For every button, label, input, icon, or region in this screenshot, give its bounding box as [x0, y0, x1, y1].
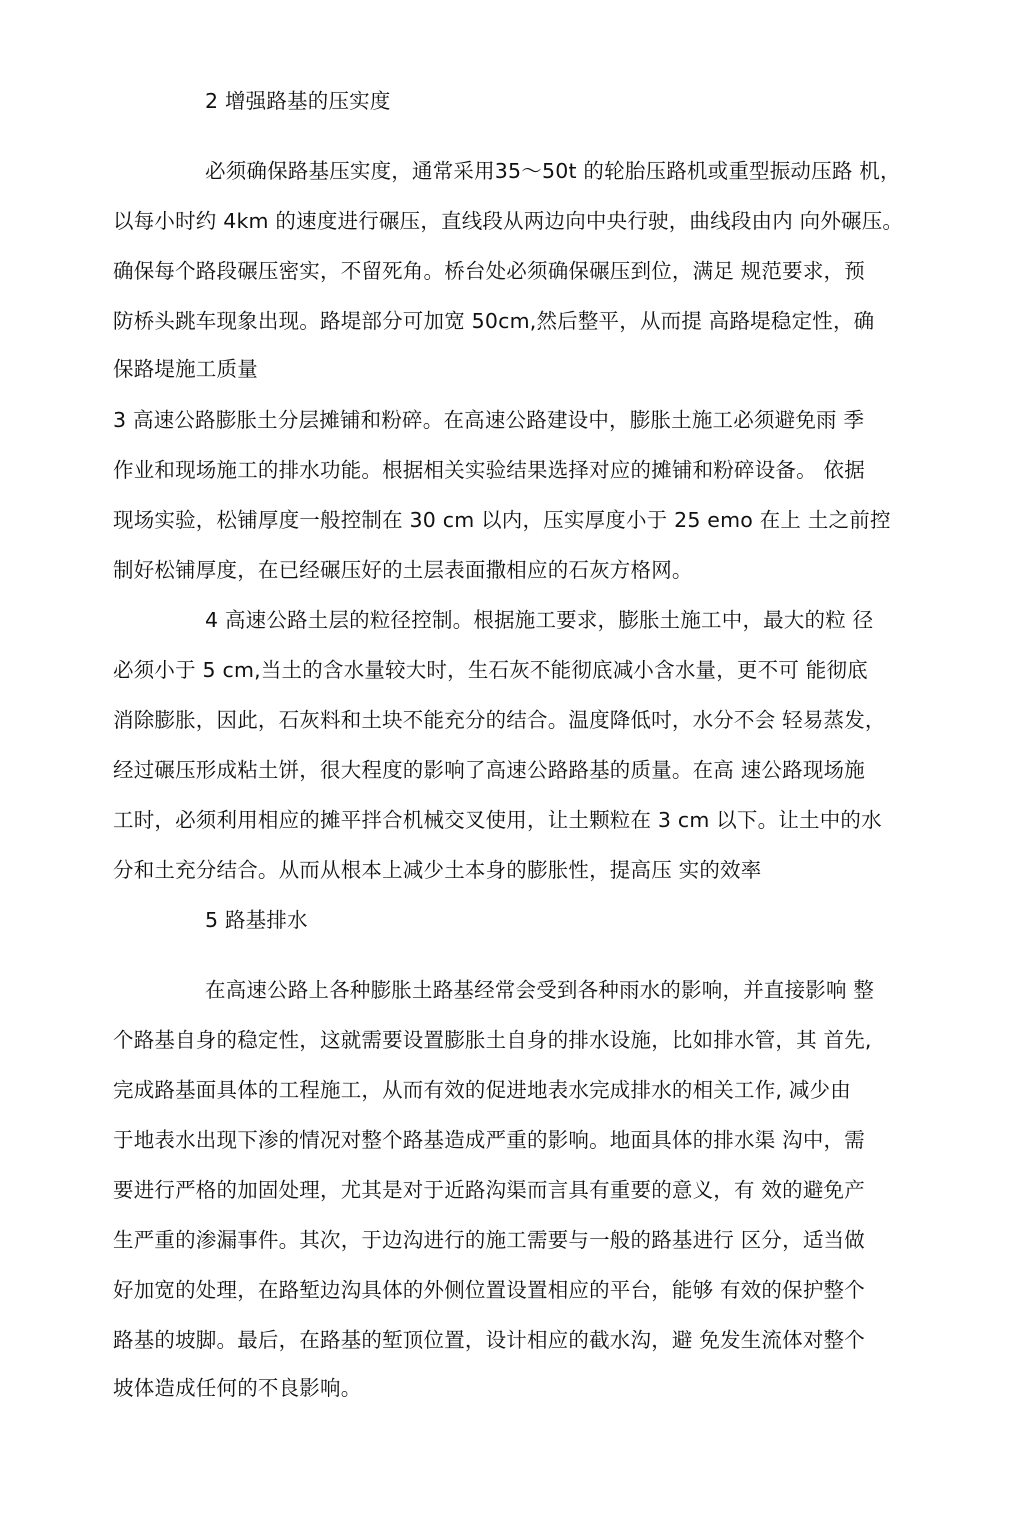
paragraph-line: 路基的坡脚。最后，在路基的堑顶位置，设计相应的截水沟，避 免发生流体对整个 [113, 1328, 865, 1352]
paragraph-line: 好加宽的处理，在路堑边沟具体的外侧位置设置相应的平台，能够 有效的保护整个 [113, 1278, 865, 1302]
paragraph-line: 以每小时约 4km 的速度进行碾压，直线段从两边向中央行驶，曲线段由内 向外碾压。 [113, 209, 904, 233]
paragraph-line: 现场实验，松铺厚度一般控制在 30 cm 以内，压实厚度小于 25 emo 在上 土之前控 [113, 508, 891, 532]
paragraph-line: 必须小于 5 cm,当土的含水量较大时，生石灰不能彻底减小含水量，更不可 能彻底 [113, 658, 868, 682]
section-heading-2: 2 增强路基的压实度 [205, 89, 391, 113]
paragraph-line: 经过碾压形成粘土饼，很大程度的影响了高速公路路基的质量。在高 速公路现场施 [113, 758, 865, 782]
paragraph-line: 消除膨胀，因此，石灰料和土块不能充分的结合。温度降低吋，水分不会 轻易蒸发， [113, 708, 886, 732]
paragraph-line: 于地表水出现下渗的情况对整个路基造成严重的影响。地面具体的排水渠 沟中，需 [113, 1128, 865, 1152]
paragraph-line: 个路基自身的稳定性，这就需要设置膨胀土自身的排水设施，比如排水管，其 首先, [113, 1028, 872, 1052]
paragraph-line: 生严重的渗漏事件。其次，于边沟进行的施工需要与一般的路基进行 区分，适当做 [113, 1228, 865, 1252]
paragraph-line: 在高速公路上各种膨胀土路基经常会受到各种雨水的影响，并直接影响 整 [205, 978, 875, 1002]
paragraph-line: 必须确保路基压实度，通常采用35～50t 的轮胎压路机或重型振动压路 机， [205, 159, 901, 183]
paragraph-line: 分和土充分结合。从而从根本上减少土本身的膨胀性，提高压 实的效率 [113, 858, 762, 882]
paragraph-line: 作业和现场施工的排水功能。根据相关实验结果选择对应的摊铺和粉碎设备。 依据 [113, 458, 865, 482]
paragraph-line: 工时，必须利用相应的摊平拌合机械交叉使用，让土颗粒在 3 cm 以下。让土中的水 [113, 808, 882, 832]
paragraph-line: 要进行严格的加固处理，尤其是对于近路沟渠而言具有重要的意义，有 效的避免产 [113, 1178, 865, 1202]
paragraph-line: 防桥头跳车现象出现。路堤部分可加宽 50cm,然后整平，从而提 高路堤稳定性，确 [113, 309, 875, 333]
paragraph-line: 制好松铺厚度，在已经碾压好的土层表面撒相应的石灰方格网。 [113, 558, 693, 582]
section-heading-5: 5 路基排水 [205, 908, 308, 932]
paragraph-line: 确保每个路段碾压密实，不留死角。桥台处必须确保碾压到位，满足 规范要求，预 [113, 259, 865, 283]
paragraph-line: 4 高速公路土层的粒径控制。根据施工要求，膨胀土施工中，最大的粒 径 [205, 608, 874, 632]
paragraph-line: 完成路基面具体的工程施工，从而有效的促进地表水完成排水的相关工作, 减少由 [113, 1078, 851, 1102]
paragraph-line: 保路堤施工质量 [113, 357, 258, 381]
paragraph-line: 坡体造成任何的不良影响。 [113, 1376, 362, 1400]
paragraph-line: 3 高速公路膨胀土分层摊铺和粉碎。在高速公路建设中，膨胀土施工必须避免雨 季 [113, 408, 865, 432]
